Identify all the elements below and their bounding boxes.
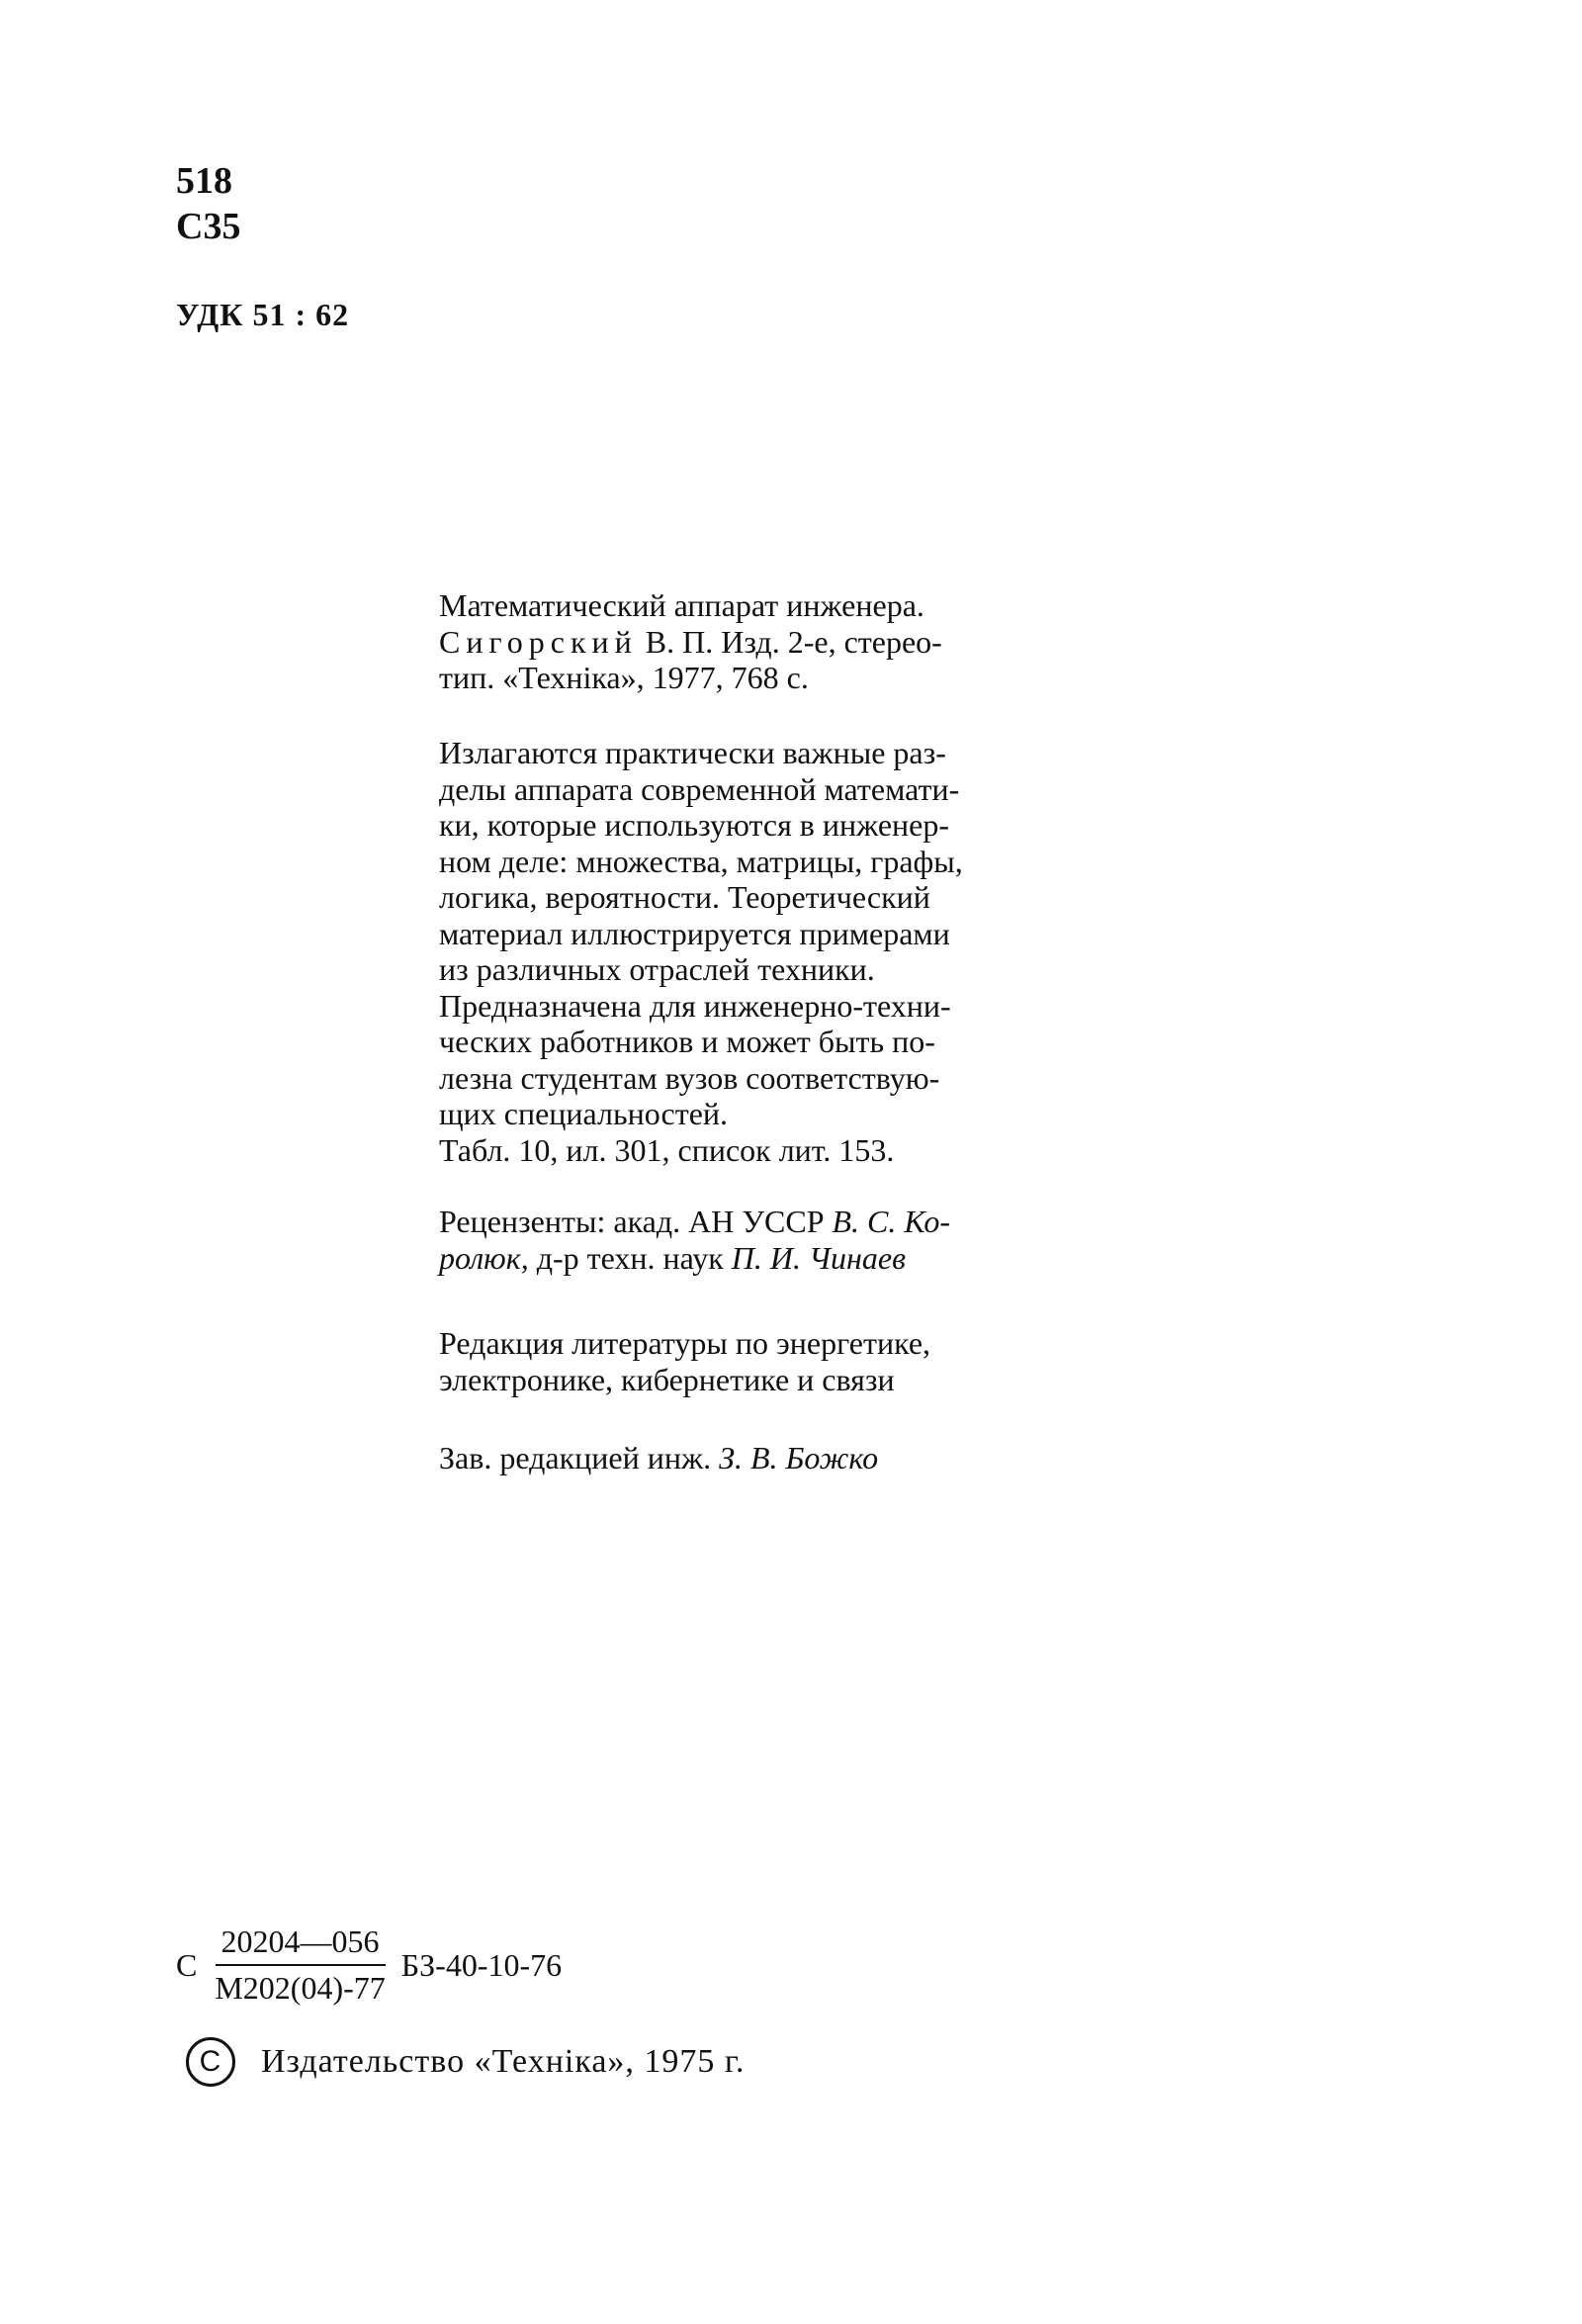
- code-letter: С: [176, 1946, 198, 1983]
- catalog-code: [176, 1923, 562, 2007]
- annotation-line: материал иллюстрируется примерами: [439, 915, 950, 951]
- author-surname: Сигорский: [439, 623, 638, 660]
- code-denominator: М202(04)-77: [215, 1970, 386, 2006]
- edition-info: В. П. Изд. 2-е, стерео-: [637, 623, 942, 660]
- annotation-line: ки, которые используются в инженер-: [439, 807, 950, 843]
- author-edition-line: [439, 624, 1068, 661]
- annotation: [439, 735, 1068, 1168]
- annotation-line: логика, вероятности. Теоретический: [439, 879, 930, 915]
- annotation-line: Предназначена для инженерно-техни-: [439, 987, 951, 1024]
- reviewer-name: ролюк,: [439, 1239, 529, 1276]
- reviewers: [439, 1204, 1068, 1276]
- reviewer-name: П. И. Чинаев: [731, 1239, 906, 1276]
- copyright-icon: C: [186, 2037, 235, 2087]
- editorial-line: Редакция литературы по энергетике,: [439, 1325, 931, 1361]
- chief-editor-prefix: Зав. редакцией инж.: [439, 1440, 720, 1475]
- annotation-line: Излагаются практически важные раз-: [439, 735, 946, 770]
- reviewer-name: В. С. Ко-: [832, 1204, 951, 1239]
- editorial-office: [439, 1325, 1068, 1397]
- udc-index: УДК 51 : 62: [176, 297, 350, 332]
- annotation-line: ном деле: множества, матрицы, графы,: [439, 843, 963, 879]
- annotation-line: лезна студентам вузов соответствую-: [439, 1059, 940, 1096]
- bbk-index: [176, 158, 240, 249]
- copyright-text: Издательство «Техніка», 1975 г.: [261, 2043, 746, 2080]
- editorial-line: электронике, кибернетике и связи: [439, 1361, 895, 1397]
- annotation-line: щих специальностей.: [439, 1096, 729, 1131]
- chief-editor-name: З. В. Божко: [719, 1440, 879, 1475]
- annotation-line: Табл. 10, ил. 301, список лит. 153.: [439, 1131, 895, 1168]
- publisher-line: тип. «Техніка», 1977, 768 с.: [439, 660, 809, 695]
- code-numerator: 20204—056: [216, 1923, 386, 1966]
- code-fraction: [215, 1923, 385, 2007]
- bbk-code: 518: [176, 160, 232, 202]
- annotation-line: из различных отраслей техники.: [439, 951, 875, 987]
- book-title: Математический аппарат инженера.: [439, 587, 924, 623]
- code-suffix: БЗ-40-10-76: [400, 1946, 563, 1983]
- chief-editor: [439, 1440, 1068, 1476]
- annotation-line: ческих работников и может быть по-: [439, 1024, 935, 1059]
- reviewers-line: [439, 1240, 1068, 1277]
- reviewers-prefix: Рецензенты: акад. АН УССР: [439, 1204, 833, 1239]
- copyright-line: [186, 2037, 746, 2087]
- reviewer-degree: д-р техн. наук: [528, 1239, 732, 1276]
- annotation-line: делы аппарата современной математи-: [439, 770, 960, 807]
- bibliographic-description: [439, 587, 1068, 696]
- author-mark: С35: [176, 206, 241, 247]
- reviewers-line: [439, 1204, 1068, 1240]
